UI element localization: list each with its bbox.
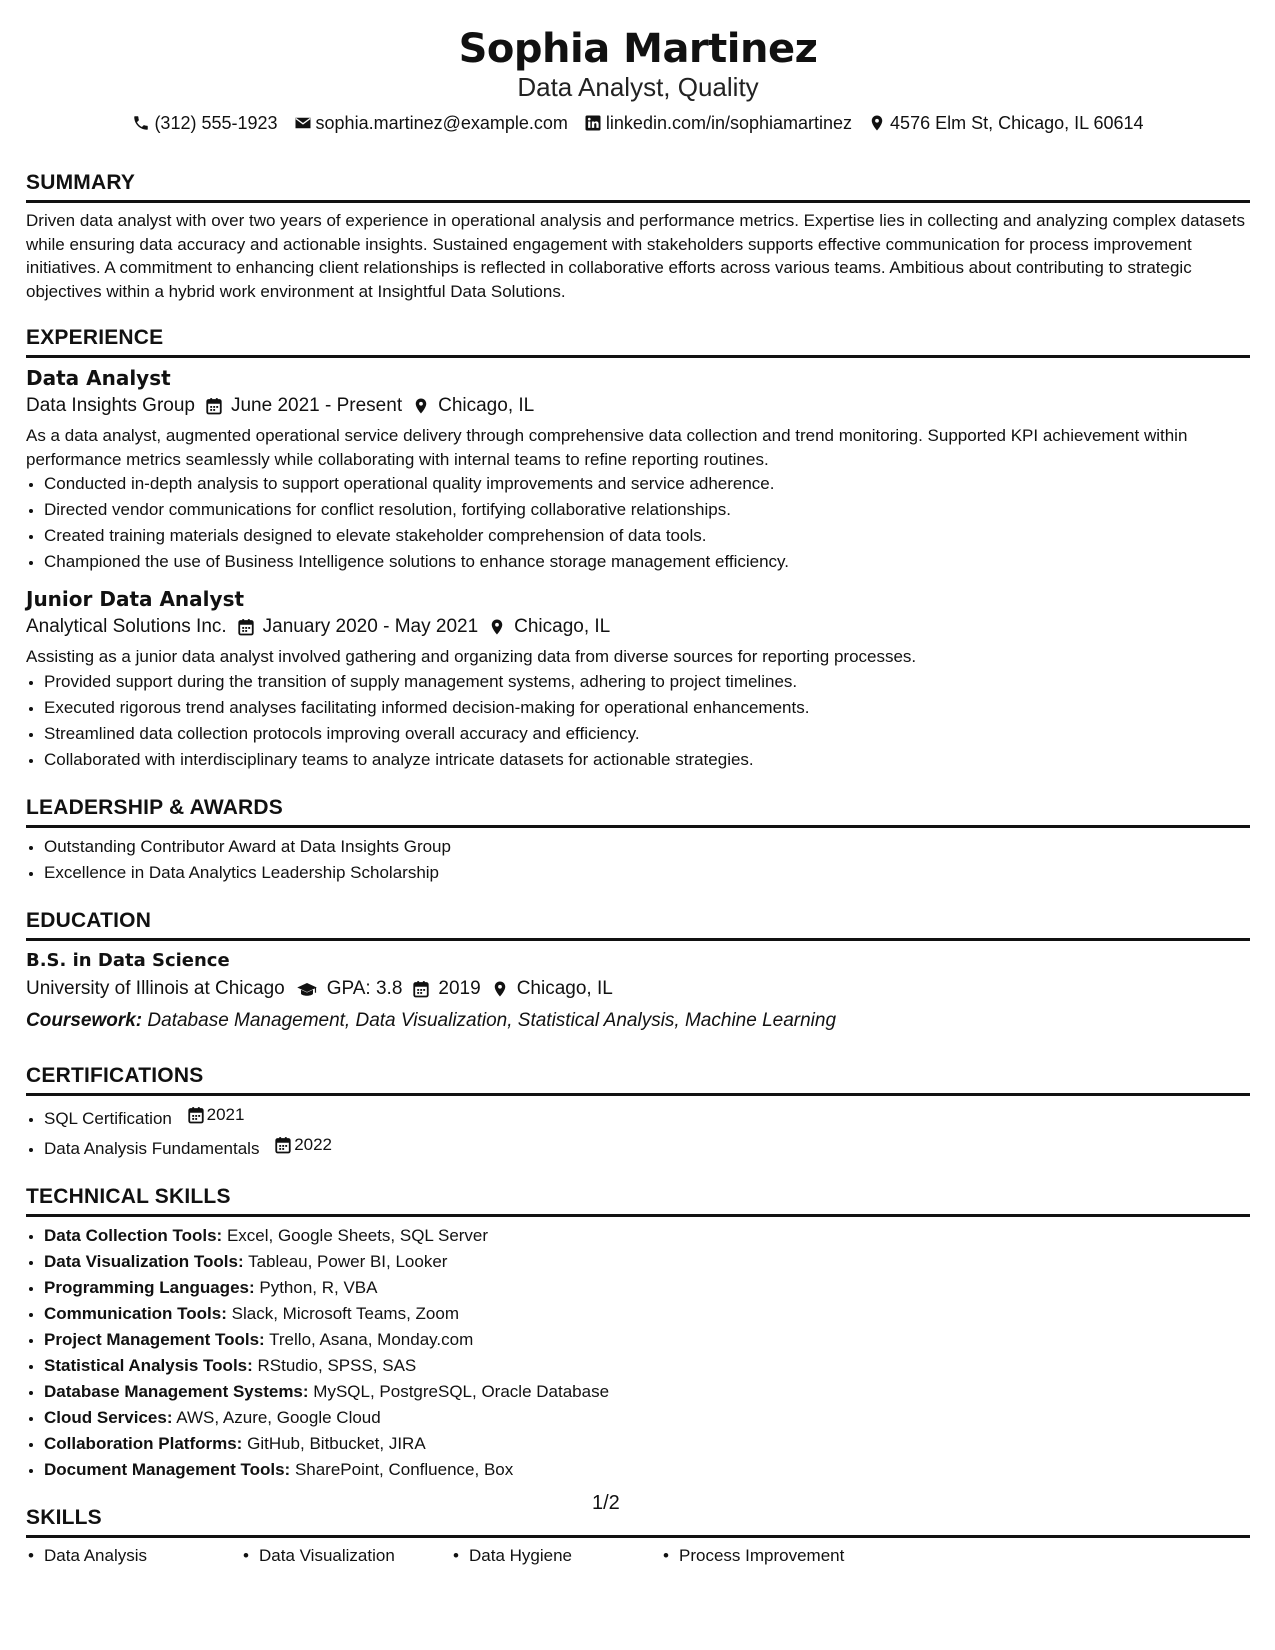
technical-skills-section — [26, 1184, 1250, 1483]
address-text: 4576 Elm St, Chicago, IL 60614 — [890, 113, 1144, 133]
location-text: Chicago, IL — [438, 395, 535, 416]
section-title: EDUCATION — [26, 908, 152, 932]
education-location — [491, 975, 613, 1003]
list-item: • Executed rigorous trend analyses facilitating informed decision-making for operational enhancements. — [44, 695, 1250, 721]
section-divider — [26, 1535, 1250, 1538]
candidate-role: Data Analyst, Quality — [517, 72, 759, 102]
list-item — [44, 1249, 1250, 1275]
skill-category: Statistical Analysis Tools: — [44, 1355, 253, 1375]
leadership-section — [26, 795, 1250, 886]
skill-values: GitHub, Bitbucket, JIRA — [247, 1433, 426, 1453]
contact-phone[interactable] — [132, 112, 277, 134]
list-item — [44, 1102, 1250, 1132]
section-divider — [26, 938, 1250, 941]
job-description: Assisting as a junior data analyst involved gathering and organizing data from diverse sources for reporting processes. — [26, 647, 917, 666]
page-number: 1/2 — [592, 1492, 620, 1514]
company-name: Data Insights Group — [26, 395, 195, 416]
experience-section — [26, 325, 1250, 773]
skill-values: Slack, Microsoft Teams, Zoom — [231, 1303, 459, 1323]
section-title: CERTIFICATIONS — [26, 1063, 204, 1087]
phone-text: (312) 555-1923 — [154, 113, 278, 133]
skills-section — [26, 1505, 1250, 1568]
list-item — [44, 1353, 1250, 1379]
location-text: Chicago, IL — [516, 977, 613, 999]
list-item — [44, 1431, 1250, 1457]
section-divider — [26, 1214, 1250, 1217]
list-item — [44, 1223, 1250, 1249]
job-meta — [26, 613, 1250, 641]
location-text: Chicago, IL — [514, 616, 611, 637]
envelope-icon — [294, 114, 312, 132]
list-item: • Created training materials designed to elevate stakeholder comprehension of data tools. — [44, 523, 1250, 549]
job-dates — [237, 613, 478, 641]
skill-values: Excel, Google Sheets, SQL Server — [226, 1225, 489, 1245]
section-title: LEADERSHIP & AWARDS — [26, 795, 283, 819]
phone-icon — [132, 114, 150, 132]
cert-year — [187, 1102, 245, 1128]
skill-values: AWS, Azure, Google Cloud — [176, 1407, 381, 1427]
job-entry — [26, 364, 1250, 575]
linkedin-icon — [584, 114, 602, 132]
job-title: Junior Data Analyst — [26, 587, 245, 611]
list-item: • Process Improvement — [661, 1544, 844, 1568]
list-item: • Provided support during the transition of supply management systems, adhering to project timelines. — [44, 669, 1250, 695]
job-meta — [26, 392, 1250, 420]
calendar-icon — [187, 1106, 205, 1124]
section-title: SKILLS — [26, 1505, 102, 1529]
skill-values: Tableau, Power BI, Looker — [248, 1251, 448, 1271]
contact-email[interactable] — [294, 112, 568, 134]
section-divider — [26, 355, 1250, 358]
list-item: • Outstanding Contributor Award at Data Insights Group — [44, 834, 1250, 860]
job-entry — [26, 585, 1250, 773]
job-dates — [205, 392, 402, 420]
map-pin-icon — [491, 980, 509, 998]
resume-header — [26, 26, 1250, 134]
email-text: sophia.martinez@example.com — [315, 113, 568, 133]
contact-address — [868, 112, 1144, 134]
section-title: SUMMARY — [26, 171, 136, 194]
skill-category: Document Management Tools: — [44, 1459, 291, 1479]
skill-category: Cloud Services: — [44, 1407, 173, 1427]
map-pin-icon — [488, 618, 506, 636]
calendar-icon — [274, 1136, 292, 1154]
list-item: • Collaborated with interdisciplinary teams to analyze intricate datasets for actionable strategies. — [44, 747, 1250, 773]
list-item: • Data Visualization — [241, 1544, 451, 1568]
list-item — [44, 1301, 1250, 1327]
calendar-icon — [205, 397, 223, 415]
skills-list — [26, 1544, 1250, 1568]
candidate-name: Sophia Martinez — [458, 26, 818, 72]
skill-values: Trello, Asana, Monday.com — [269, 1329, 474, 1349]
list-item — [44, 1132, 1250, 1162]
section-divider — [26, 825, 1250, 828]
section-title: EXPERIENCE — [26, 326, 164, 349]
skill-values: MySQL, PostgreSQL, Oracle Database — [313, 1381, 610, 1401]
calendar-icon — [412, 980, 430, 998]
summary-text: Driven data analyst with over two years of experience in operational analysis and performance metrics. Expertise lies in collecting and analyzing complex datasets while ensuring data accuracy and actionable insights. Sustained engagement with stakeholders supports effective communication for process improvement initiatives. A commitment to enhancing client relationships is reflected in collaborative efforts across various teams. Ambitious about contributing to strategic objectives within a hybrid work environment at Insightful Data Solutions. — [26, 211, 1245, 301]
job-description: As a data analyst, augmented operational service delivery through comprehensive data collection and trend monitoring. Supported KPI achievement within performance metrics seamlessly while collaborating with internal teams to refine reporting routines. — [26, 426, 1188, 469]
skill-category: Database Management Systems: — [44, 1381, 309, 1401]
cert-year-text: 2022 — [294, 1134, 333, 1154]
list-item — [44, 1405, 1250, 1431]
company-name: Analytical Solutions Inc. — [26, 616, 227, 637]
dates-text: January 2020 - May 2021 — [262, 616, 479, 637]
job-location — [488, 613, 610, 641]
coursework — [26, 1007, 1250, 1035]
technical-skills-list — [26, 1223, 1250, 1483]
gpa — [295, 975, 403, 1003]
year-text: 2019 — [438, 977, 481, 999]
skill-values: Python, R, VBA — [259, 1277, 378, 1297]
section-title: TECHNICAL SKILLS — [26, 1184, 231, 1208]
cert-name: Data Analysis Fundamentals — [44, 1138, 260, 1158]
skill-values: RStudio, SPSS, SAS — [257, 1355, 417, 1375]
degree-title: B.S. in Data Science — [26, 949, 230, 971]
list-item: • Data Analysis — [26, 1544, 241, 1568]
list-item: • Streamlined data collection protocols improving overall accuracy and efficiency. — [44, 721, 1250, 747]
list-item — [44, 1379, 1250, 1405]
contact-linkedin[interactable] — [584, 112, 852, 134]
job-bullets — [26, 669, 1250, 773]
graduation-year — [412, 975, 480, 1003]
linkedin-text: linkedin.com/in/sophiamartinez — [605, 113, 853, 133]
map-pin-icon — [868, 114, 886, 132]
calendar-icon — [237, 618, 255, 636]
section-divider — [26, 200, 1250, 203]
skill-category: Data Visualization Tools: — [44, 1251, 244, 1271]
list-item — [44, 1457, 1250, 1483]
job-location — [412, 392, 534, 420]
skill-category: Programming Languages: — [44, 1277, 255, 1297]
school-name: University of Illinois at Chicago — [26, 977, 285, 999]
skill-category: Communication Tools: — [44, 1303, 227, 1323]
section-divider — [26, 1093, 1250, 1096]
list-item: • Data Hygiene — [451, 1544, 661, 1568]
summary-section — [26, 170, 1250, 303]
job-title: Data Analyst — [26, 366, 171, 390]
gpa-text: GPA: 3.8 — [326, 977, 403, 999]
graduation-cap-icon — [295, 980, 319, 998]
leadership-list — [26, 834, 1250, 886]
list-item: • Directed vendor communications for conflict resolution, fortifying collaborative relationships. — [44, 497, 1250, 523]
list-item — [44, 1327, 1250, 1353]
list-item: • Championed the use of Business Intelligence solutions to enhance storage management efficiency. — [44, 549, 1250, 575]
skill-category: Project Management Tools: — [44, 1329, 265, 1349]
cert-year-text: 2021 — [206, 1104, 245, 1124]
cert-name: SQL Certification — [44, 1108, 172, 1128]
education-section — [26, 908, 1250, 1035]
coursework-text: Database Management, Data Visualization, Statistical Analysis, Machine Learning — [147, 1009, 837, 1031]
list-item: • Conducted in-depth analysis to support operational quality improvements and service adherence. — [44, 471, 1250, 497]
list-item — [44, 1275, 1250, 1301]
skill-category: Collaboration Platforms: — [44, 1433, 243, 1453]
resume-page — [26, 0, 1250, 1568]
list-item: • Excellence in Data Analytics Leadership Scholarship — [44, 860, 1250, 886]
dates-text: June 2021 - Present — [230, 395, 403, 416]
education-meta — [26, 975, 1250, 1003]
skill-category: Data Collection Tools: — [44, 1225, 223, 1245]
certifications-list — [26, 1102, 1250, 1162]
skill-values: SharePoint, Confluence, Box — [294, 1459, 514, 1479]
cert-year — [274, 1132, 332, 1158]
map-pin-icon — [412, 397, 430, 415]
coursework-label: Coursework: — [26, 1009, 143, 1031]
job-bullets — [26, 471, 1250, 575]
contact-line — [26, 112, 1250, 134]
certifications-section — [26, 1063, 1250, 1162]
